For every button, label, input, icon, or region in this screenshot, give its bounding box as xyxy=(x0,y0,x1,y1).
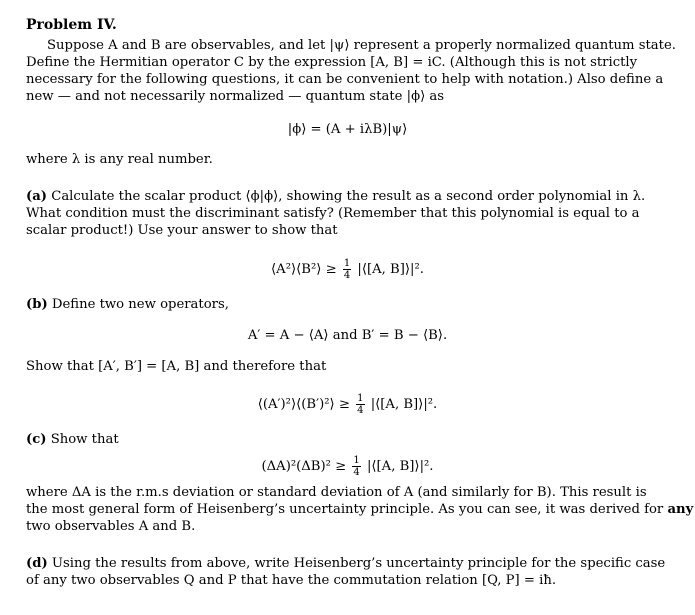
part-c-line-2: where ΔA is the r.m.s deviation or standard deviation of A (and similarly for B). This result is xyxy=(26,485,647,500)
part-b-line-2: Show that [A′, B′] = [A, B] and therefore that xyxy=(26,359,327,374)
intro-line-3: necessary for the following questions, it can be convenient to help with notation.) Also define a xyxy=(26,72,664,87)
part-a-line-1 xyxy=(26,188,646,206)
fraction-numerator: 1 xyxy=(353,455,360,466)
part-b-inequality-rhs: |⟨[A, B]⟩|². xyxy=(370,397,438,412)
part-a-inequality xyxy=(0,258,695,281)
state-definition-equation: |ϕ⟩ = (A + iλB)|ψ⟩ xyxy=(287,122,408,137)
part-a-inequality-rhs: |⟨[A, B]⟩|². xyxy=(357,262,424,277)
part-d-text-1: Using the results from above, write Heisenberg’s uncertainty principle for the specific case xyxy=(51,556,666,571)
emphasis-any: any xyxy=(667,502,694,517)
intro-line-2: Define the Hermitian operator C by the expression [A, B] = iC. (Although this is not strictly xyxy=(26,55,638,70)
fraction-denominator: 4 xyxy=(343,270,351,281)
one-quarter-fraction xyxy=(356,393,364,416)
part-b-inequality xyxy=(0,393,695,416)
part-c-line-1 xyxy=(26,431,119,449)
one-quarter-fraction xyxy=(352,455,360,478)
fraction-numerator: 1 xyxy=(343,258,351,269)
part-c-label: (c) xyxy=(26,432,47,447)
part-c-line-4: two observables A and B. xyxy=(26,519,196,534)
problem-heading: Problem IV. xyxy=(26,17,117,33)
fraction-denominator: 4 xyxy=(357,405,364,416)
part-c-inequality-lhs: (ΔA)²(ΔB)² ≥ xyxy=(261,459,347,474)
part-b-line-1 xyxy=(26,296,229,314)
heisenberg-inequality xyxy=(0,455,695,478)
part-d-line-1 xyxy=(26,555,666,573)
part-a-line-3: scalar product!) Use your answer to show that xyxy=(26,223,338,238)
part-a-inequality-lhs: ⟨A²⟩⟨B²⟩ ≥ xyxy=(271,262,337,277)
part-d-label: (d) xyxy=(26,556,48,571)
part-b-text-1: Define two new operators, xyxy=(51,297,229,312)
part-d-line-2: of any two observables Q and P that have the commutation relation [Q, P] = iħ. xyxy=(26,573,557,588)
part-b-label: (b) xyxy=(26,297,48,312)
part-c-inequality-rhs: |⟨[A, B]⟩|². xyxy=(366,459,434,474)
intro-line-4: new — and not necessarily normalized — quantum state |ϕ⟩ as xyxy=(26,89,445,104)
part-b-inequality-lhs: ⟨(A′)²⟩⟨(B′)²⟩ ≥ xyxy=(257,397,350,412)
part-a-label: (a) xyxy=(26,189,48,204)
part-c-line-3 xyxy=(26,501,694,519)
part-b-operator-definitions: A′ = A − ⟨A⟩ and B′ = B − ⟨B⟩. xyxy=(247,328,448,343)
part-c-text-1: Show that xyxy=(50,432,119,447)
part-a-line-2: What condition must the discriminant satisfy? (Remember that this polynomial is equal to a xyxy=(26,206,640,221)
intro-line-1: Suppose A and B are observables, and let |ψ⟩ represent a properly normalized quantum state. xyxy=(47,38,676,53)
part-a-text-1: Calculate the scalar product ⟨ϕ|ϕ⟩, showing the result as a second order polynomial in λ. xyxy=(51,189,646,204)
fraction-denominator: 4 xyxy=(353,467,360,478)
part-c-text-3: the most general form of Heisenberg’s uncertainty principle. As you can see, it was derived for xyxy=(26,502,664,517)
fraction-numerator: 1 xyxy=(357,393,364,404)
one-quarter-fraction xyxy=(343,258,351,281)
intro-lambda-note: where λ is any real number. xyxy=(26,152,213,167)
